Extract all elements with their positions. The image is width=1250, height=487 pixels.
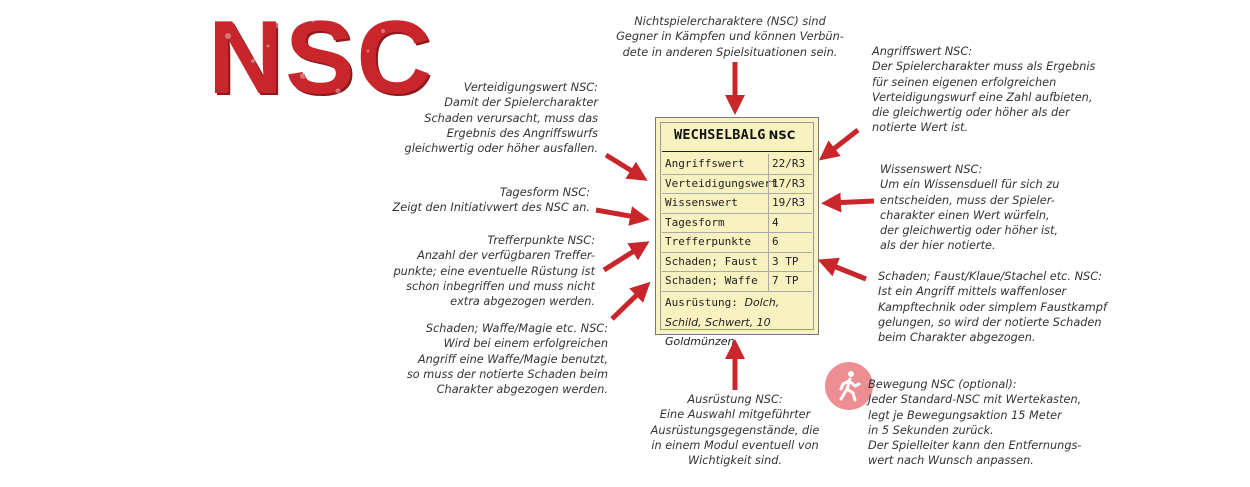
arrow-trefferpunkte [604, 246, 642, 270]
annotation-tagesform: Tagesform NSC: Zeigt den Initiativwert des NSC an. [392, 186, 590, 215]
arrow-verteidigungswert [606, 155, 640, 176]
stat-label: Schaden; Waffe [665, 274, 758, 287]
arrow-schaden-faust [826, 263, 866, 279]
equipment-label: Ausrüstung: [665, 296, 738, 309]
stat-label: Tagesform [665, 215, 725, 229]
annotation-schaden-faust: Schaden; Faust/Klaue/Stachel etc. NSC: Ist ein Angriff mittels waffenloser Kampftechnik oder simplem Faustkampf gelungen, so wird der notierte Schaden beim Charakter abgezogen. [878, 270, 1107, 345]
page-title: NSC [208, 0, 434, 116]
annotation-schaden-waffe: Schaden; Waffe/Magie etc. NSC: Wird bei einem erfolgreichen Angriff eine Waffe/Magie benutzt, so muss der notierte Schaden beim Charakter abgezogen werden. [406, 322, 608, 397]
creature-name: WECHSELBALG [674, 127, 766, 143]
stat-label: Angriffswert [665, 157, 745, 170]
arrow-tagesform [596, 210, 641, 218]
stat-value: 7 TP [772, 274, 799, 287]
stat-label: Schaden; Faust [665, 254, 758, 268]
equipment-value: Dolch, Schild, Schwert, 10 Goldmünzen [665, 296, 780, 348]
annotation-bewegung: Bewegung NSC (optional): Jeder Standard-NSC mit Wertekasten, legt je Bewegungsaktion 15 Meter in 5 Sekunden zurück. Der Spielleiter kann den Entfernungs- wert nach Wunsch anpassen. [868, 378, 1082, 468]
stat-label: Wissenswert [665, 196, 738, 209]
stat-value: 17/R3 [772, 176, 806, 190]
arrow-schaden-waffe [612, 288, 644, 319]
arrow-wissenswert [830, 201, 874, 203]
stat-label: Trefferpunkte [665, 235, 752, 248]
stat-value: 6 [772, 235, 779, 248]
stat-value: 22/R3 [772, 157, 806, 170]
annotation-trefferpunkte: Trefferpunkte NSC: Anzahl der verfügbaren Treffer- punkte; eine eventuelle Rüstung ist schon inbegriffen und muss nicht extra abgezogen werden. [393, 234, 595, 309]
annotation-wissenswert: Wissenswert NSC: Um ein Wissensduell für sich zu entscheiden, muss der Spieler- charakter einen Wert würfeln, der gleichwertig oder höher ist, als der hier notierte. [880, 163, 1060, 253]
annotation-ausruestung: Ausrüstung NSC: Eine Auswahl mitgeführter Ausrüstungsgegenstände, die in einem Modul eventuell von Wichtigkeit sind. [650, 393, 820, 468]
annotation-nsc: Nichtspielercharaktere (NSC) sind Gegner in Kämpfen und können Verbün- dete in anderen Spielsituationen sein. [616, 15, 844, 59]
annotation-verteidigungswert: Verteidigungswert NSC: Damit der Spielercharakter Schaden verursacht, muss das Ergebnis des Angriffswurfs gleichwertig oder höher ausfallen. [404, 81, 598, 156]
creature-tag: NSC [768, 128, 796, 142]
stat-value: 3 TP [772, 254, 799, 268]
stat-value: 19/R3 [772, 196, 806, 209]
arrow-angriffswert [826, 130, 858, 155]
stat-value: 4 [772, 215, 779, 229]
stat-label: Verteidigungswert [665, 176, 778, 190]
annotation-angriffswert: Angriffswert NSC: Der Spielercharakter muss als Ergebnis für seinen eigenen erfolgreichen Verteidigungswurf eine Zahl aufbieten, die gleichwertig oder höher als der notierte Wert ist. [872, 45, 1096, 135]
